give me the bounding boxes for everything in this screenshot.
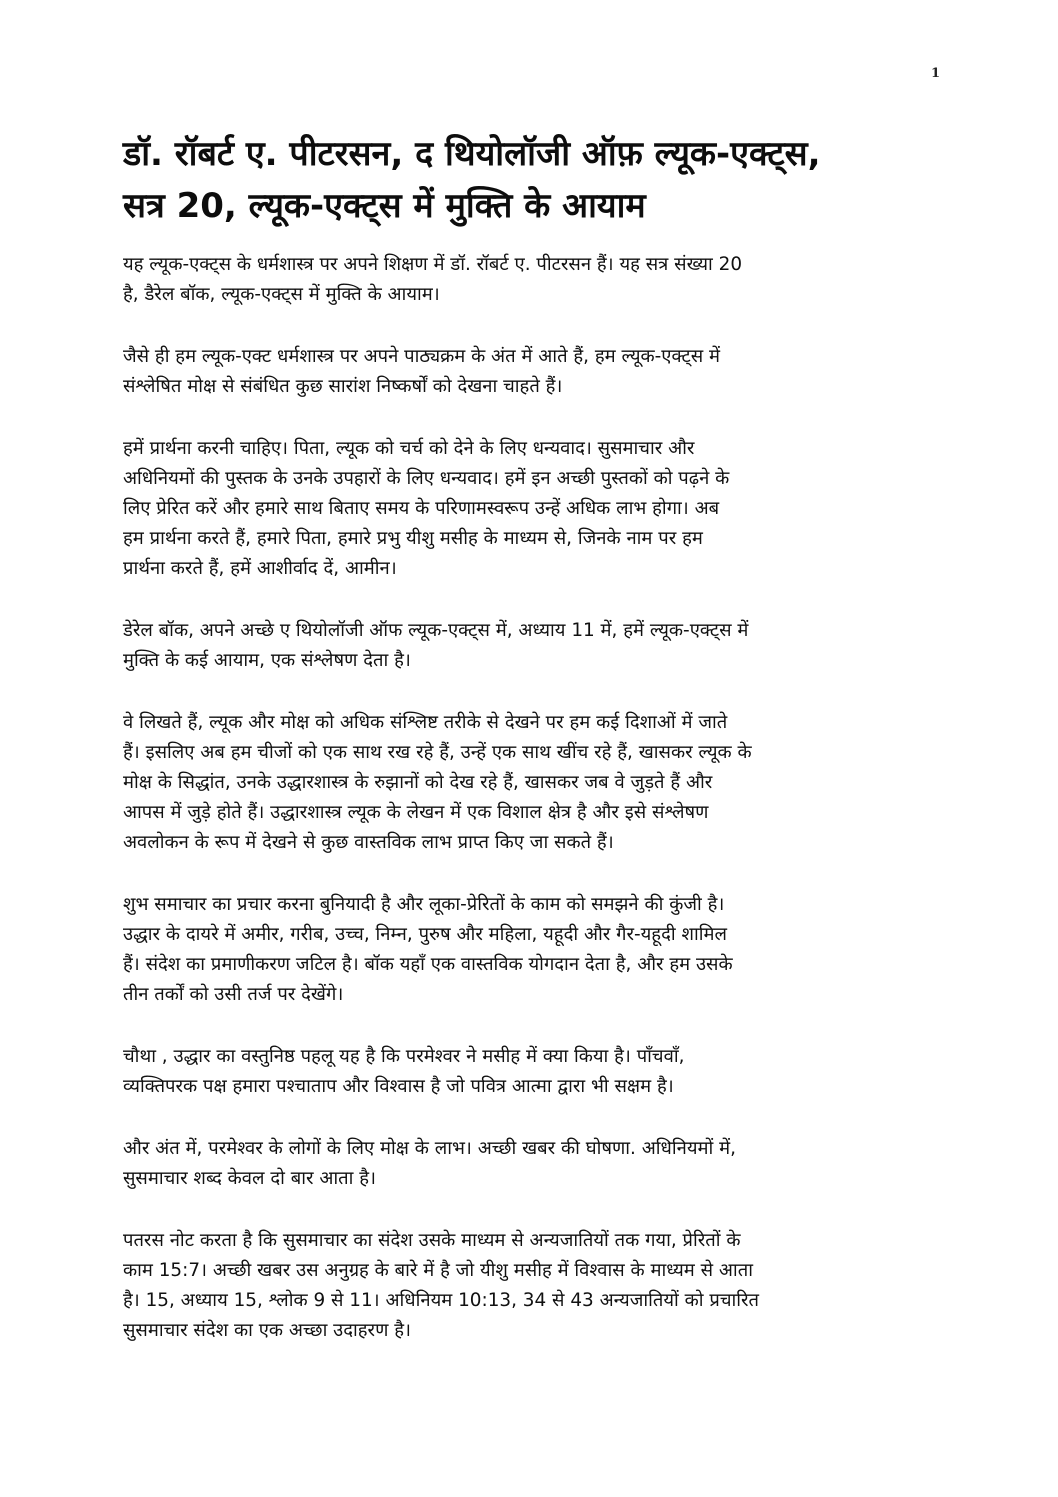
text-line: शुभ समाचार का प्रचार करना बुनियादी है और लूका-प्रेरितों के काम को समझने की कुंजी है। (123, 894, 725, 915)
text-line: चौथा , उद्धार का वस्तुनिष्ठ पहलू यह है कि परमेश्वर ने मसीह में क्या किया है। पाँचवाँ, (123, 1046, 685, 1067)
text-line: अधिनियमों की पुस्तक के उनके उपहारों के लिए धन्यवाद। हमें इन अच्छी पुस्तकों को पढ़ने के (123, 468, 730, 489)
paragraph-peter (123, 1226, 941, 1346)
text-line: हमें प्रार्थना करनी चाहिए। पिता, ल्यूक को चर्च को देने के लिए धन्यवाद। सुसमाचार और (123, 438, 695, 459)
text-line: आपस में जुड़े होते हैं। उद्धारशास्त्र ल्यूक के लेखन में एक विशाल क्षेत्र है और इसे संश्लेषण (123, 802, 709, 823)
text-line: जैसे ही हम ल्यूक-एक्ट धर्मशास्त्र पर अपने पाठ्यक्रम के अंत में आते हैं, हम ल्यूक-एक्ट्स में (123, 346, 721, 367)
title-line: डॉ. रॉबर्ट ए. पीटरसन, द थियोलॉजी ऑफ़ ल्यूक-एक्ट्स, (123, 134, 821, 174)
paragraph-benefits (123, 1134, 941, 1194)
text-line: मोक्ष के सिद्धांत, उनके उद्धारशास्त्र के रुझानों को देख रहे हैं, खासकर जब वे जुड़ते हैं और (123, 772, 713, 793)
text-line: सुसमाचार शब्द केवल दो बार आता है। (123, 1168, 376, 1189)
text-line: अवलोकन के रूप में देखने से कुछ वास्तविक लाभ प्राप्त किए जा सकते हैं। (123, 832, 614, 853)
text-line: पतरस नोट करता है कि सुसमाचार का संदेश उसके माध्यम से अन्यजातियों तक गया, प्रेरितों के (123, 1230, 741, 1251)
paragraph-bock-chapter (123, 616, 941, 676)
text-line: है, डैरेल बॉक, ल्यूक-एक्ट्स में मुक्ति के आयाम। (123, 284, 440, 305)
text-line: वे लिखते हैं, ल्यूक और मोक्ष को अधिक संश्लिष्ट तरीके से देखने पर हम कई दिशाओं में जाते (123, 712, 728, 733)
paragraph-fourth-fifth (123, 1042, 941, 1102)
text-line: लिए प्रेरित करें और हमारे साथ बिताए समय के परिणामस्वरूप उन्हें अधिक लाभ होगा। अब (123, 498, 720, 519)
paragraph-course-end (123, 342, 941, 402)
text-line: काम 15:7। अच्छी खबर उस अनुग्रह के बारे में है जो यीशु मसीह में विश्वास के माध्यम से आता (123, 1260, 753, 1281)
text-line: मुक्ति के कई आयाम, एक संश्लेषण देता है। (123, 650, 411, 671)
title-line: सत्र 20, ल्यूक-एक्ट्स में मुक्ति के आयाम (123, 186, 646, 226)
text-line: डेरेल बॉक, अपने अच्छे ए थियोलॉजी ऑफ ल्यूक-एक्ट्स में, अध्याय 11 में, हमें ल्यूक-एक्ट्स में (123, 620, 749, 641)
text-line: सुसमाचार संदेश का एक अच्छा उदाहरण है। (123, 1320, 411, 1341)
text-line: यह ल्यूक-एक्ट्स के धर्मशास्त्र पर अपने शिक्षण में डॉ. रॉबर्ट ए. पीटरसन हैं। यह सत्र संख्या 20 (123, 254, 743, 275)
paragraph-prayer (123, 434, 941, 584)
text-line: हम प्रार्थना करते हैं, हमारे पिता, हमारे प्रभु यीशु मसीह के माध्यम से, जिनके नाम पर हम (123, 528, 703, 549)
text-line: हैं। संदेश का प्रमाणीकरण जटिल है। बॉक यहाँ एक वास्तविक योगदान देता है, और हम उसके (123, 954, 733, 975)
page-number: 1 (930, 66, 940, 81)
text-line: तीन तर्कों को उसी तर्ज पर देखेंगे। (123, 984, 344, 1005)
text-line: है। 15, अध्याय 15, श्लोक 9 से 11। अधिनियम 10:13, 34 से 43 अन्यजातियों को प्रचारित (123, 1290, 760, 1311)
text-line: व्यक्तिपरक पक्ष हमारा पश्चाताप और विश्वास है जो पवित्र आत्मा द्वारा भी सक्षम है। (123, 1076, 674, 1097)
text-line: और अंत में, परमेश्वर के लोगों के लिए मोक्ष के लाभ। अच्छी खबर की घोषणा. अधिनियमों में, (123, 1138, 736, 1159)
text-line: संश्लेषित मोक्ष से संबंधित कुछ सारांश निष्कर्षों को देखना चाहते हैं। (123, 376, 563, 397)
paragraph-intro (123, 250, 941, 310)
document-body (123, 250, 941, 1378)
document-title (123, 128, 943, 232)
text-line: उद्धार के दायरे में अमीर, गरीब, उच्च, निम्न, पुरुष और महिला, यहूदी और गैर-यहूदी शामिल (123, 924, 727, 945)
text-line: हैं। इसलिए अब हम चीजों को एक साथ रख रहे हैं, उन्हें एक साथ खींच रहे हैं, खासकर ल्यूक के (123, 742, 752, 763)
paragraph-synthesis (123, 708, 941, 858)
text-line: प्रार्थना करते हैं, हमें आशीर्वाद दें, आमीन। (123, 558, 397, 579)
paragraph-good-news (123, 890, 941, 1010)
